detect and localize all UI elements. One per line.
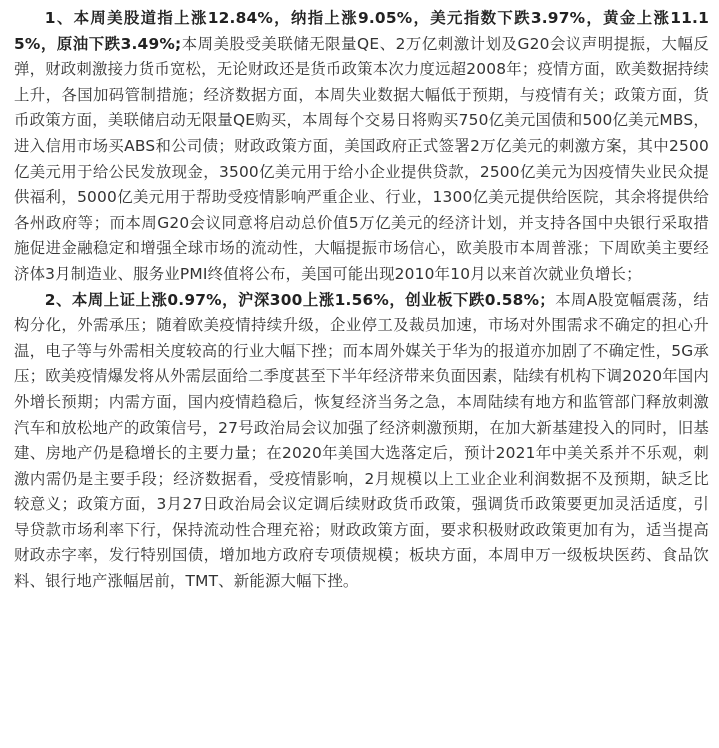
paragraph-a-share-market: [14, 288, 709, 595]
paragraph-text: 本周A股宽幅震荡，结构分化，外需承压；随着欧美疫情持续升级，企业停工及裁员加速，市场对外围需求不确定的担心升温，电子等与外需相关度较高的行业大幅下挫；而本周外媒关于华为的报道亦加剧了不确定性，5G承压；欧美疫情爆发将从外需层面给二季度甚至下半年经济带来负面因素，陆续有机构下调2020年国内外增长预期；内需方面，国内疫情趋稳后，恢复经济当务之急，本周陆续有地方和监管部门释放刺激汽车和放松地产的政策信号，27号政治局会议加强了经济刺激预期，在加大新基建投入的同时，旧基建、房地产仍是稳增长的主要力量；在2020年美国大选落定后，预计2021年中美关系并不乐观，刺激内需仍是主要手段；经济数据看，受疫情影响，2月规模以上工业企业利润数据不及预期，缺乏比较意义；政策方面，3月27日政治局会议定调后续财政货币政策，强调货币政策要更加灵活适度，引导贷款市场利率下行，保持流动性合理充裕；财政政策方面，要求积极财政政策更加有为，适当提高财政赤字率，发行特别国债，增加地方政府专项债规模；板块方面，本周申万一级板块医药、食品饮料、银行地产涨幅居前，TMT、新能源大幅下挫。: [14, 290, 710, 591]
paragraph-lead: 1、本周美股道指上涨12.84%，纳指上涨9.05%，美元指数下跌3.97%，黄金上涨11.15%，原油下跌3.49%;: [14, 9, 709, 53]
paragraph-lead: 2、本周上证上涨0.97%，沪深300上涨1.56%，创业板下跌0.58%；: [44, 290, 555, 309]
paragraph-us-market: [14, 6, 709, 288]
paragraph-text: 本周美股受美联储无限量QE、2万亿刺激计划及G20会议声明提振，大幅反弹，财政刺激接力货币宽松，无论财政还是货币政策本次力度远超2008年；疫情方面，欧美数据持续上升，各国加码管制措施；经济数据方面，本周失业数据大幅低于预期，与疫情有关；政策方面，货币政策方面，美联储启动无限量QE购买，本周每个交易日将购买750亿美元国债和500亿美元MBS，进入信用市场买ABS和公司债；财政政策方面，美国政府正式签署2万亿美元的刺激方案，其中2500亿美元用于给公民发放现金，3500亿美元用于给小企业提供贷款，2500亿美元为因疫情失业民众提供福利，5000亿美元用于帮助受疫情影响严重企业、行业，1300亿美元提供给医院，其余将提供给各州政府等；而本周G20会议同意将启动总价值5万亿美元的经济计划，并支持各国中央银行采取措施促进金融稳定和增强全球市场的流动性，大幅提振市场信心，欧美股市本周普涨；下周欧美主要经济体3月制造业、服务业PMI终值将公布，美国可能出现2010年10月以来首次就业负增长；: [14, 34, 709, 283]
